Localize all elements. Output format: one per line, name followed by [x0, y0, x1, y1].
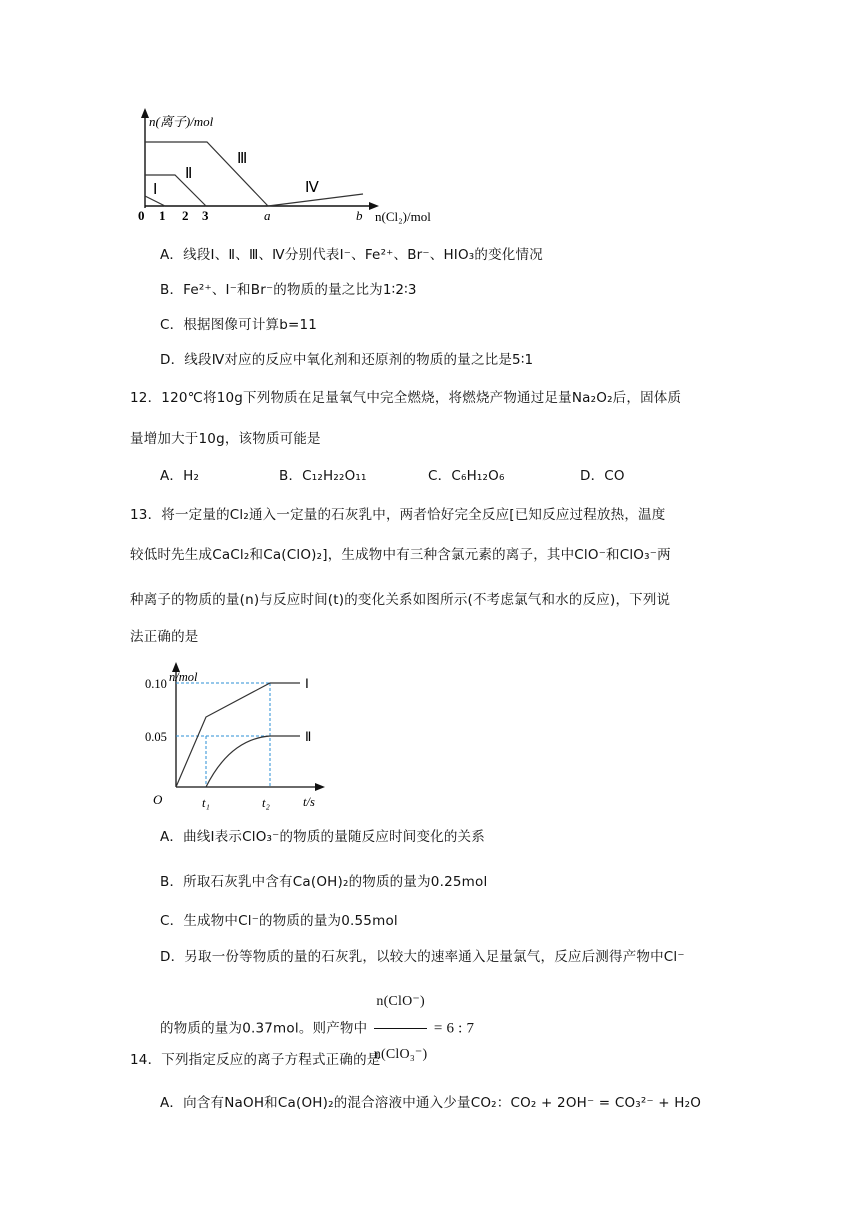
q13-option-d-ratio: = 6 : 7: [433, 1020, 475, 1037]
chart2-xtick-t1: t₁: [202, 796, 210, 810]
q12-option-b: B．C₁₂H₂₂O₁₁: [279, 468, 367, 484]
segment-2-label: Ⅱ: [185, 166, 193, 182]
chart2-xtick-t2: t₂: [262, 796, 270, 810]
segment-3-label: Ⅲ: [237, 151, 248, 167]
chart1-xlabel: n(Cl₂)/mol: [375, 209, 431, 224]
fraction-numerator: n(ClO⁻): [374, 978, 428, 1029]
q11-option-d: D．线段Ⅳ对应的反应中氧化剂和还原剂的物质的量之比是5∶1: [160, 352, 534, 368]
curve-1-label: Ⅰ: [305, 676, 309, 691]
chart1-xtick-a: a: [264, 208, 271, 223]
q13-stem-line3: 种离子的物质的量(n)与反应时间(t)的变化关系如图所示(不考虑氯气和水的反应)，下列说: [130, 592, 671, 608]
ratio-fraction: [374, 978, 428, 1079]
q12-option-c: C．C₆H₁₂O₆: [428, 468, 505, 484]
q13-option-d-prefix: 的物质的量为0.37mol。则产物中: [160, 1020, 368, 1037]
chart2-ytick-005: 0.05: [145, 730, 167, 744]
segment-1-label: Ⅰ: [153, 182, 158, 198]
segment-4-label: Ⅳ: [305, 180, 319, 196]
q12-option-a: A．H₂: [160, 468, 200, 484]
ion-time-chart: [145, 652, 335, 812]
q14-option-a: A．向含有NaOH和Ca(OH)₂的混合溶液中通入少量CO₂：CO₂ + 2OH⁻ = CO₃²⁻ + H₂O: [160, 1095, 702, 1111]
curve-2-label: Ⅱ: [305, 729, 312, 744]
q12-stem-line1: 12．120℃将10g下列物质在足量氧气中完全燃烧，将燃烧产物通过足量Na₂O₂后，固体质: [130, 390, 682, 406]
q12-option-d: D．CO: [580, 468, 625, 484]
q11-option-a: A．线段Ⅰ、Ⅱ、Ⅲ、Ⅳ分别代表I⁻、Fe²⁺、Br⁻、HIO₃的变化情况: [160, 247, 543, 263]
guide-lines: [176, 683, 270, 787]
curve-1-line: [176, 683, 300, 787]
chart2-ytick-010: 0.10: [145, 677, 167, 691]
chart2-xlabel: t/s: [303, 795, 315, 809]
q13-option-c: C．生成物中Cl⁻的物质的量为0.55mol: [160, 913, 398, 929]
q14-stem: 14．下列指定反应的离子方程式正确的是: [130, 1052, 381, 1068]
chart2-origin: O: [153, 792, 163, 807]
y-axis-arrow: [141, 108, 149, 118]
q11-option-c: C．根据图像可计算b=11: [160, 317, 318, 333]
chart1-ylabel: n(离子)/mol: [149, 114, 214, 129]
q13-stem-line4: 法正确的是: [130, 629, 199, 645]
q13-option-a: A．曲线Ⅰ表示ClO₃⁻的物质的量随反应时间变化的关系: [160, 829, 485, 845]
fraction-denominator: n(ClO₃⁻): [373, 1047, 428, 1062]
ion-amount-chart: [125, 100, 455, 225]
chart1-origin: 0: [138, 208, 145, 223]
q12-stem-line2: 量增加大于10g，该物质可能是: [130, 431, 321, 447]
q13-option-d-line1: D．另取一份等物质的量的石灰乳，以较大的速率通入足量氯气，反应后测得产物中Cl⁻: [160, 949, 685, 965]
chart1-xtick-b: b: [356, 208, 363, 223]
chart1-xtick-2: 2: [182, 208, 189, 223]
segment-3-line: [145, 142, 268, 206]
chart1-xtick-1: 1: [159, 208, 166, 223]
chart1-xtick-3: 3: [202, 208, 209, 223]
q13-stem-line1: 13．将一定量的Cl₂通入一定量的石灰乳中，两者恰好完全反应[已知反应过程放热，温度: [130, 507, 666, 523]
q13-option-b: B．所取石灰乳中含有Ca(OH)₂的物质的量为0.25mol: [160, 874, 488, 890]
chart2-ylabel: n/mol: [169, 670, 198, 684]
q13-stem-line2: 较低时先生成CaCl₂和Ca(ClO)₂]，生成物中有三种含氯元素的离子，其中ClO⁻和ClO₃⁻两: [130, 547, 671, 563]
x-axis-arrow: [315, 783, 325, 791]
q11-option-b: B．Fe²⁺、I⁻和Br⁻的物质的量之比为1∶2∶3: [160, 282, 417, 298]
curve-2-line: [206, 736, 300, 787]
